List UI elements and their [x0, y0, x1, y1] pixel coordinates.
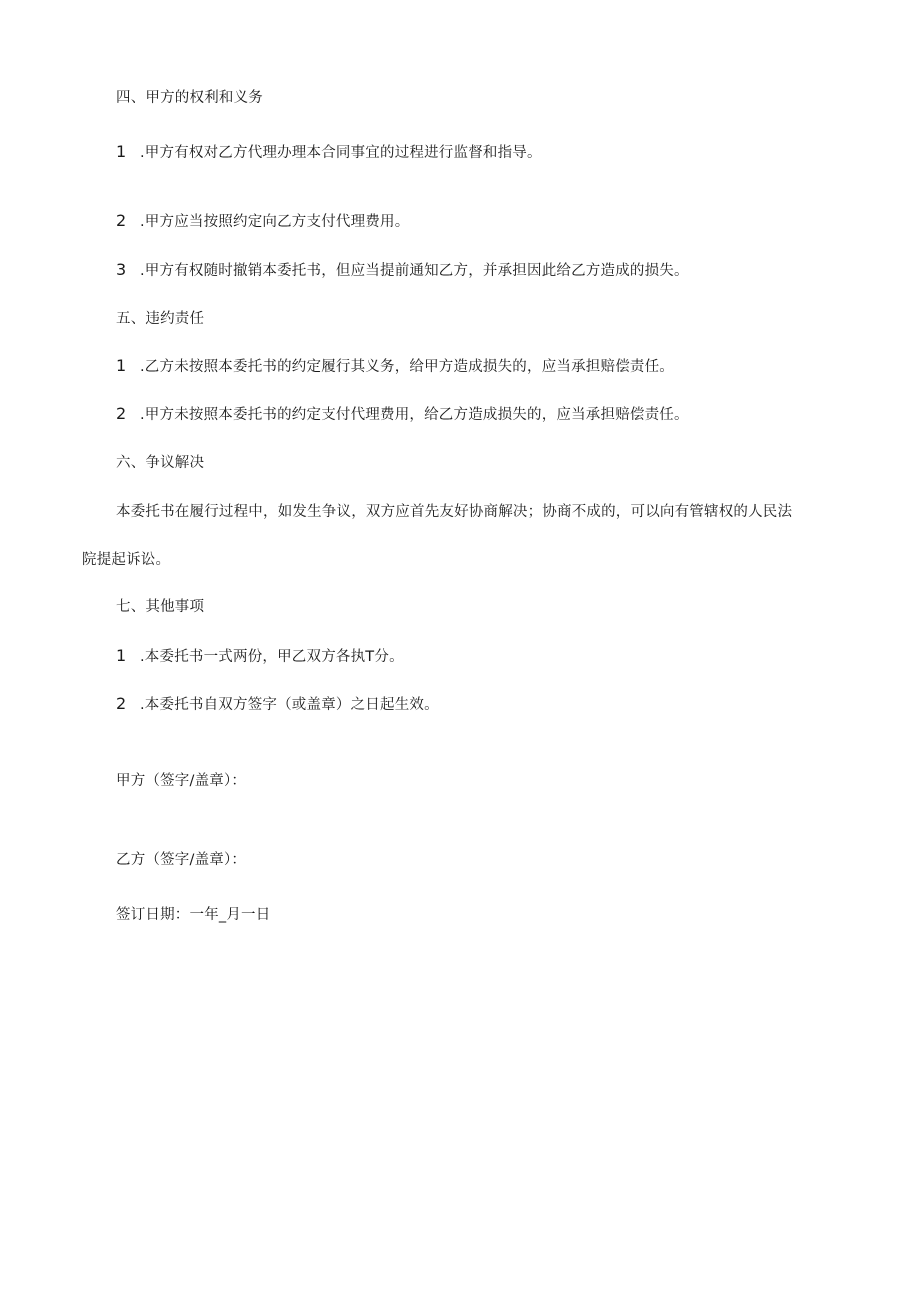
item-text: .本委托书自双方签字（或盖章）之日起生效。 — [140, 697, 439, 713]
item-number: 2 — [116, 694, 127, 713]
item-number: 1 — [116, 646, 127, 665]
section-5-heading: 五、违约责任 — [116, 311, 205, 327]
section-4-item-1 — [116, 142, 542, 163]
item-text: .甲方有权对乙方代理办理本合同事宜的过程进行监督和指导。 — [140, 145, 542, 161]
item-number: 2 — [116, 211, 127, 230]
item-text: .乙方未按照本委托书的约定履行其义务，给甲方造成损失的，应当承担赔偿责任。 — [140, 359, 675, 375]
item-number: 1 — [116, 356, 127, 375]
party-b-signature-line: 乙方（签字/盖章）： — [116, 852, 247, 868]
signing-date-line: 签订日期：一年_月一日 — [116, 907, 271, 923]
section-6-heading: 六、争议解决 — [116, 455, 205, 471]
item-text: .甲方应当按照约定向乙方支付代理费用。 — [140, 214, 410, 230]
item-text: .本委托书一式两份，甲乙双方各执T分。 — [140, 649, 404, 665]
item-text: .甲方有权随时撤销本委托书，但应当提前通知乙方，并承担因此给乙方造成的损失。 — [140, 263, 689, 279]
section-6-paragraph-line-1: 本委托书在履行过程中，如发生争议，双方应首先友好协商解决；协商不成的，可以向有管辖权的人民法 — [116, 504, 793, 520]
section-4-heading: 四、甲方的权利和义务 — [116, 90, 263, 106]
section-7-heading: 七、其他事项 — [116, 599, 205, 615]
section-4-item-2 — [116, 211, 409, 232]
section-7-item-2 — [116, 694, 439, 715]
item-text: .甲方未按照本委托书的约定支付代理费用，给乙方造成损失的，应当承担赔偿责任。 — [140, 407, 689, 423]
section-5-item-1 — [116, 356, 674, 377]
item-number: 3 — [116, 260, 127, 279]
section-4-item-3 — [116, 260, 689, 281]
item-number: 1 — [116, 142, 127, 161]
party-a-signature-line: 甲方（签字/盖章）： — [116, 773, 247, 789]
section-7-item-1 — [116, 646, 404, 667]
section-6-paragraph-line-2: 院提起诉讼。 — [82, 552, 171, 568]
section-5-item-2 — [116, 404, 689, 425]
item-number: 2 — [116, 404, 127, 423]
